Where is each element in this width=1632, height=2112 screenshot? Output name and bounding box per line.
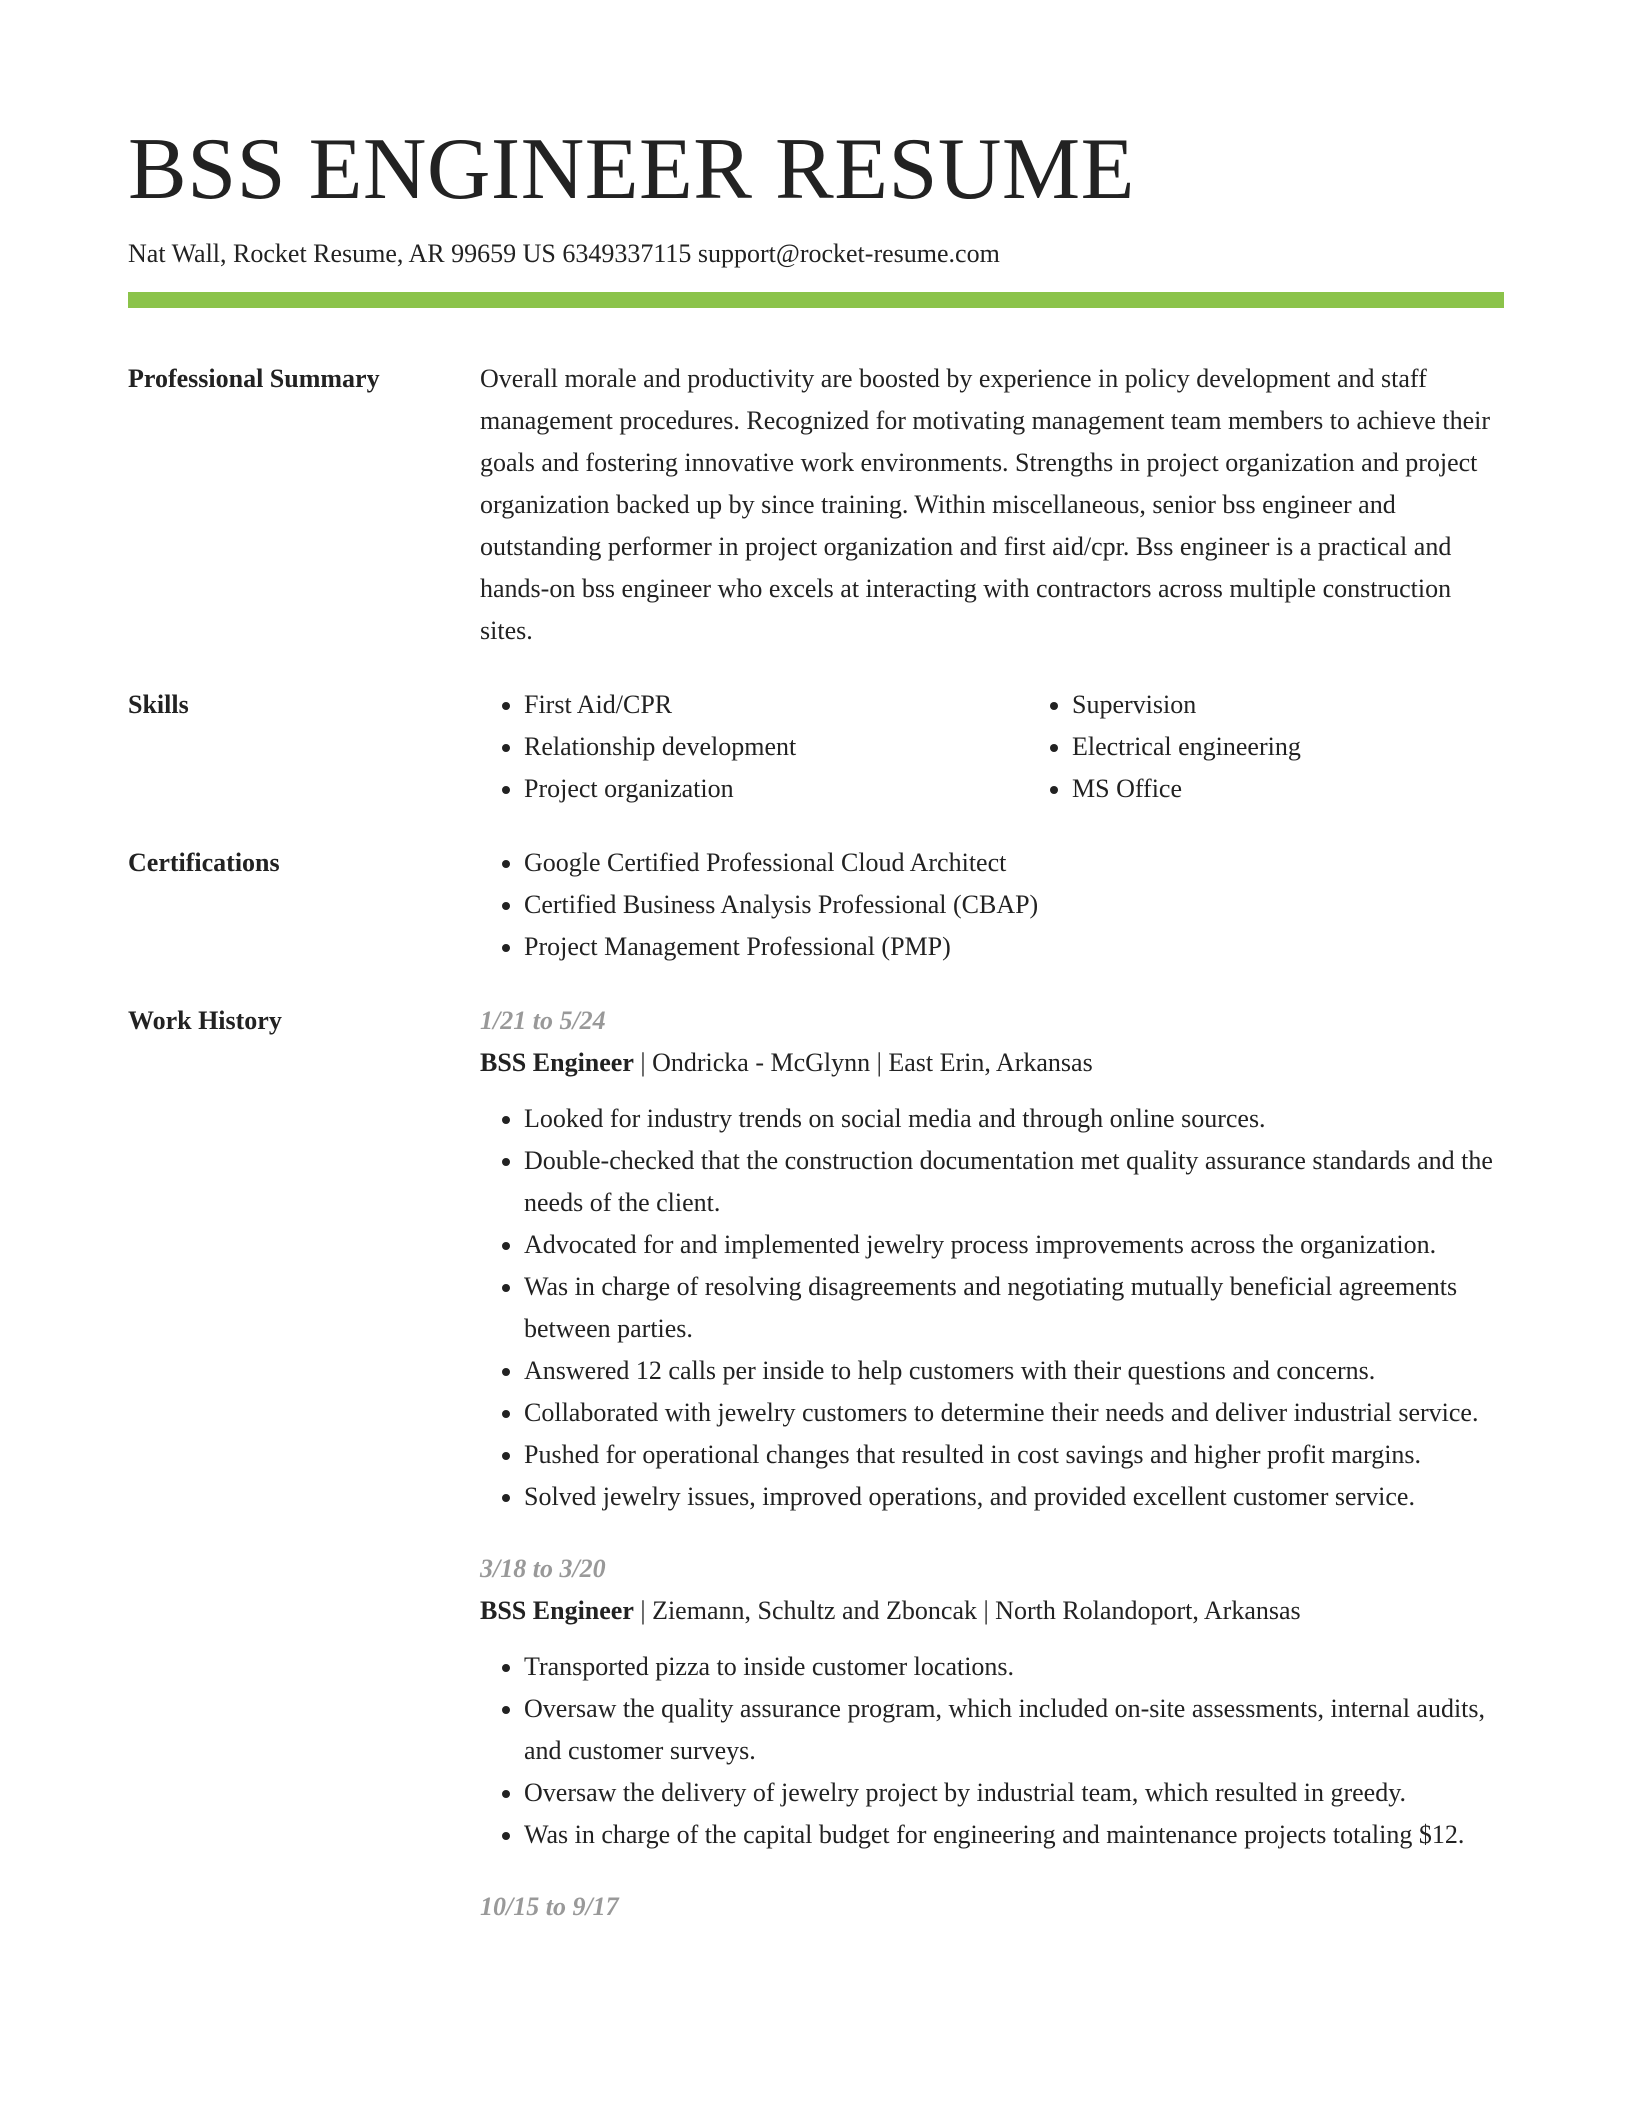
job-heading bbox=[480, 1590, 1504, 1632]
certifications-heading: Certifications bbox=[128, 848, 280, 877]
work-history-heading: Work History bbox=[128, 1006, 282, 1035]
skills-column-2 bbox=[1028, 684, 1576, 810]
certifications-list bbox=[480, 842, 1504, 968]
skill-item: • Supervision bbox=[1072, 684, 1576, 726]
skills-section bbox=[128, 684, 1504, 810]
job-duty-item: • Answered 12 calls per inside to help customers with their questions and concerns. bbox=[524, 1350, 1504, 1392]
job-duty-item: • Oversaw the quality assurance program, which included on-site assessments, internal audits, and customer surveys. bbox=[524, 1688, 1504, 1772]
skill-item: • MS Office bbox=[1072, 768, 1576, 810]
job-entry bbox=[480, 1000, 1504, 1518]
skills-list bbox=[480, 684, 1576, 810]
skills-heading: Skills bbox=[128, 690, 189, 719]
summary-section bbox=[128, 358, 1504, 652]
job-entry bbox=[480, 1886, 1504, 1928]
job-title: BSS Engineer bbox=[480, 1048, 634, 1077]
skill-item: • Relationship development bbox=[524, 726, 1028, 768]
job-title: BSS Engineer bbox=[480, 1596, 634, 1625]
contact-line: Nat Wall, Rocket Resume, AR 99659 US 6349337115 support@rocket-resume.com bbox=[128, 239, 1000, 268]
job-duties bbox=[480, 1098, 1504, 1518]
job-duty-item: • Oversaw the delivery of jewelry project by industrial team, which resulted in greedy. bbox=[524, 1772, 1504, 1814]
job-employer-location: | Ondricka - McGlynn | East Erin, Arkansas bbox=[633, 1048, 1093, 1077]
job-duty-item: • Was in charge of the capital budget for engineering and maintenance projects totaling $12. bbox=[524, 1814, 1504, 1856]
job-dates: 3/18 to 3/20 bbox=[480, 1554, 606, 1583]
job-duty-item: • Collaborated with jewelry customers to determine their needs and deliver industrial service. bbox=[524, 1392, 1504, 1434]
certification-item: • Project Management Professional (PMP) bbox=[524, 926, 1504, 968]
accent-divider bbox=[128, 292, 1504, 308]
skill-item: • Electrical engineering bbox=[1072, 726, 1576, 768]
job-duty-item: • Looked for industry trends on social media and through online sources. bbox=[524, 1098, 1504, 1140]
resume-title: BSS ENGINEER RESUME bbox=[128, 121, 1135, 218]
job-entry bbox=[480, 1548, 1504, 1856]
job-duty-item: • Transported pizza to inside customer locations. bbox=[524, 1646, 1504, 1688]
job-duty-item: • Was in charge of resolving disagreements and negotiating mutually beneficial agreements between parties. bbox=[524, 1266, 1504, 1350]
summary-text: Overall morale and productivity are boosted by experience in policy development and staff management procedures. Recognized for motivating management team members to achieve their goals and fostering innovative work environments. Strengths in project organization and project organization backed up by since training. Within miscellaneous, senior bss engineer and outstanding performer in project organization and first aid/cpr. Bss engineer is a practical and hands-on bss engineer who excels at interacting with contractors across multiple construction sites. bbox=[480, 364, 1491, 645]
certification-item: • Certified Business Analysis Professional (CBAP) bbox=[524, 884, 1504, 926]
certification-item: • Google Certified Professional Cloud Architect bbox=[524, 842, 1504, 884]
job-heading bbox=[480, 1042, 1504, 1084]
skills-column-1 bbox=[480, 684, 1028, 810]
skill-item: • First Aid/CPR bbox=[524, 684, 1028, 726]
resume-page bbox=[128, 118, 1504, 1928]
job-dates: 1/21 to 5/24 bbox=[480, 1006, 606, 1035]
job-duties bbox=[480, 1646, 1504, 1856]
job-duty-item: • Double-checked that the construction documentation met quality assurance standards and the needs of the client. bbox=[524, 1140, 1504, 1224]
work-history-section bbox=[128, 1000, 1504, 1928]
job-duty-item: • Advocated for and implemented jewelry process improvements across the organization. bbox=[524, 1224, 1504, 1266]
summary-heading: Professional Summary bbox=[128, 364, 380, 393]
certifications-section bbox=[128, 842, 1504, 968]
job-duty-item: • Pushed for operational changes that resulted in cost savings and higher profit margins. bbox=[524, 1434, 1504, 1476]
job-dates: 10/15 to 9/17 bbox=[480, 1892, 619, 1921]
job-duty-item: • Solved jewelry issues, improved operations, and provided excellent customer service. bbox=[524, 1476, 1504, 1518]
skill-item: • Project organization bbox=[524, 768, 1028, 810]
job-employer-location: | Ziemann, Schultz and Zboncak | North Rolandoport, Arkansas bbox=[633, 1596, 1301, 1625]
